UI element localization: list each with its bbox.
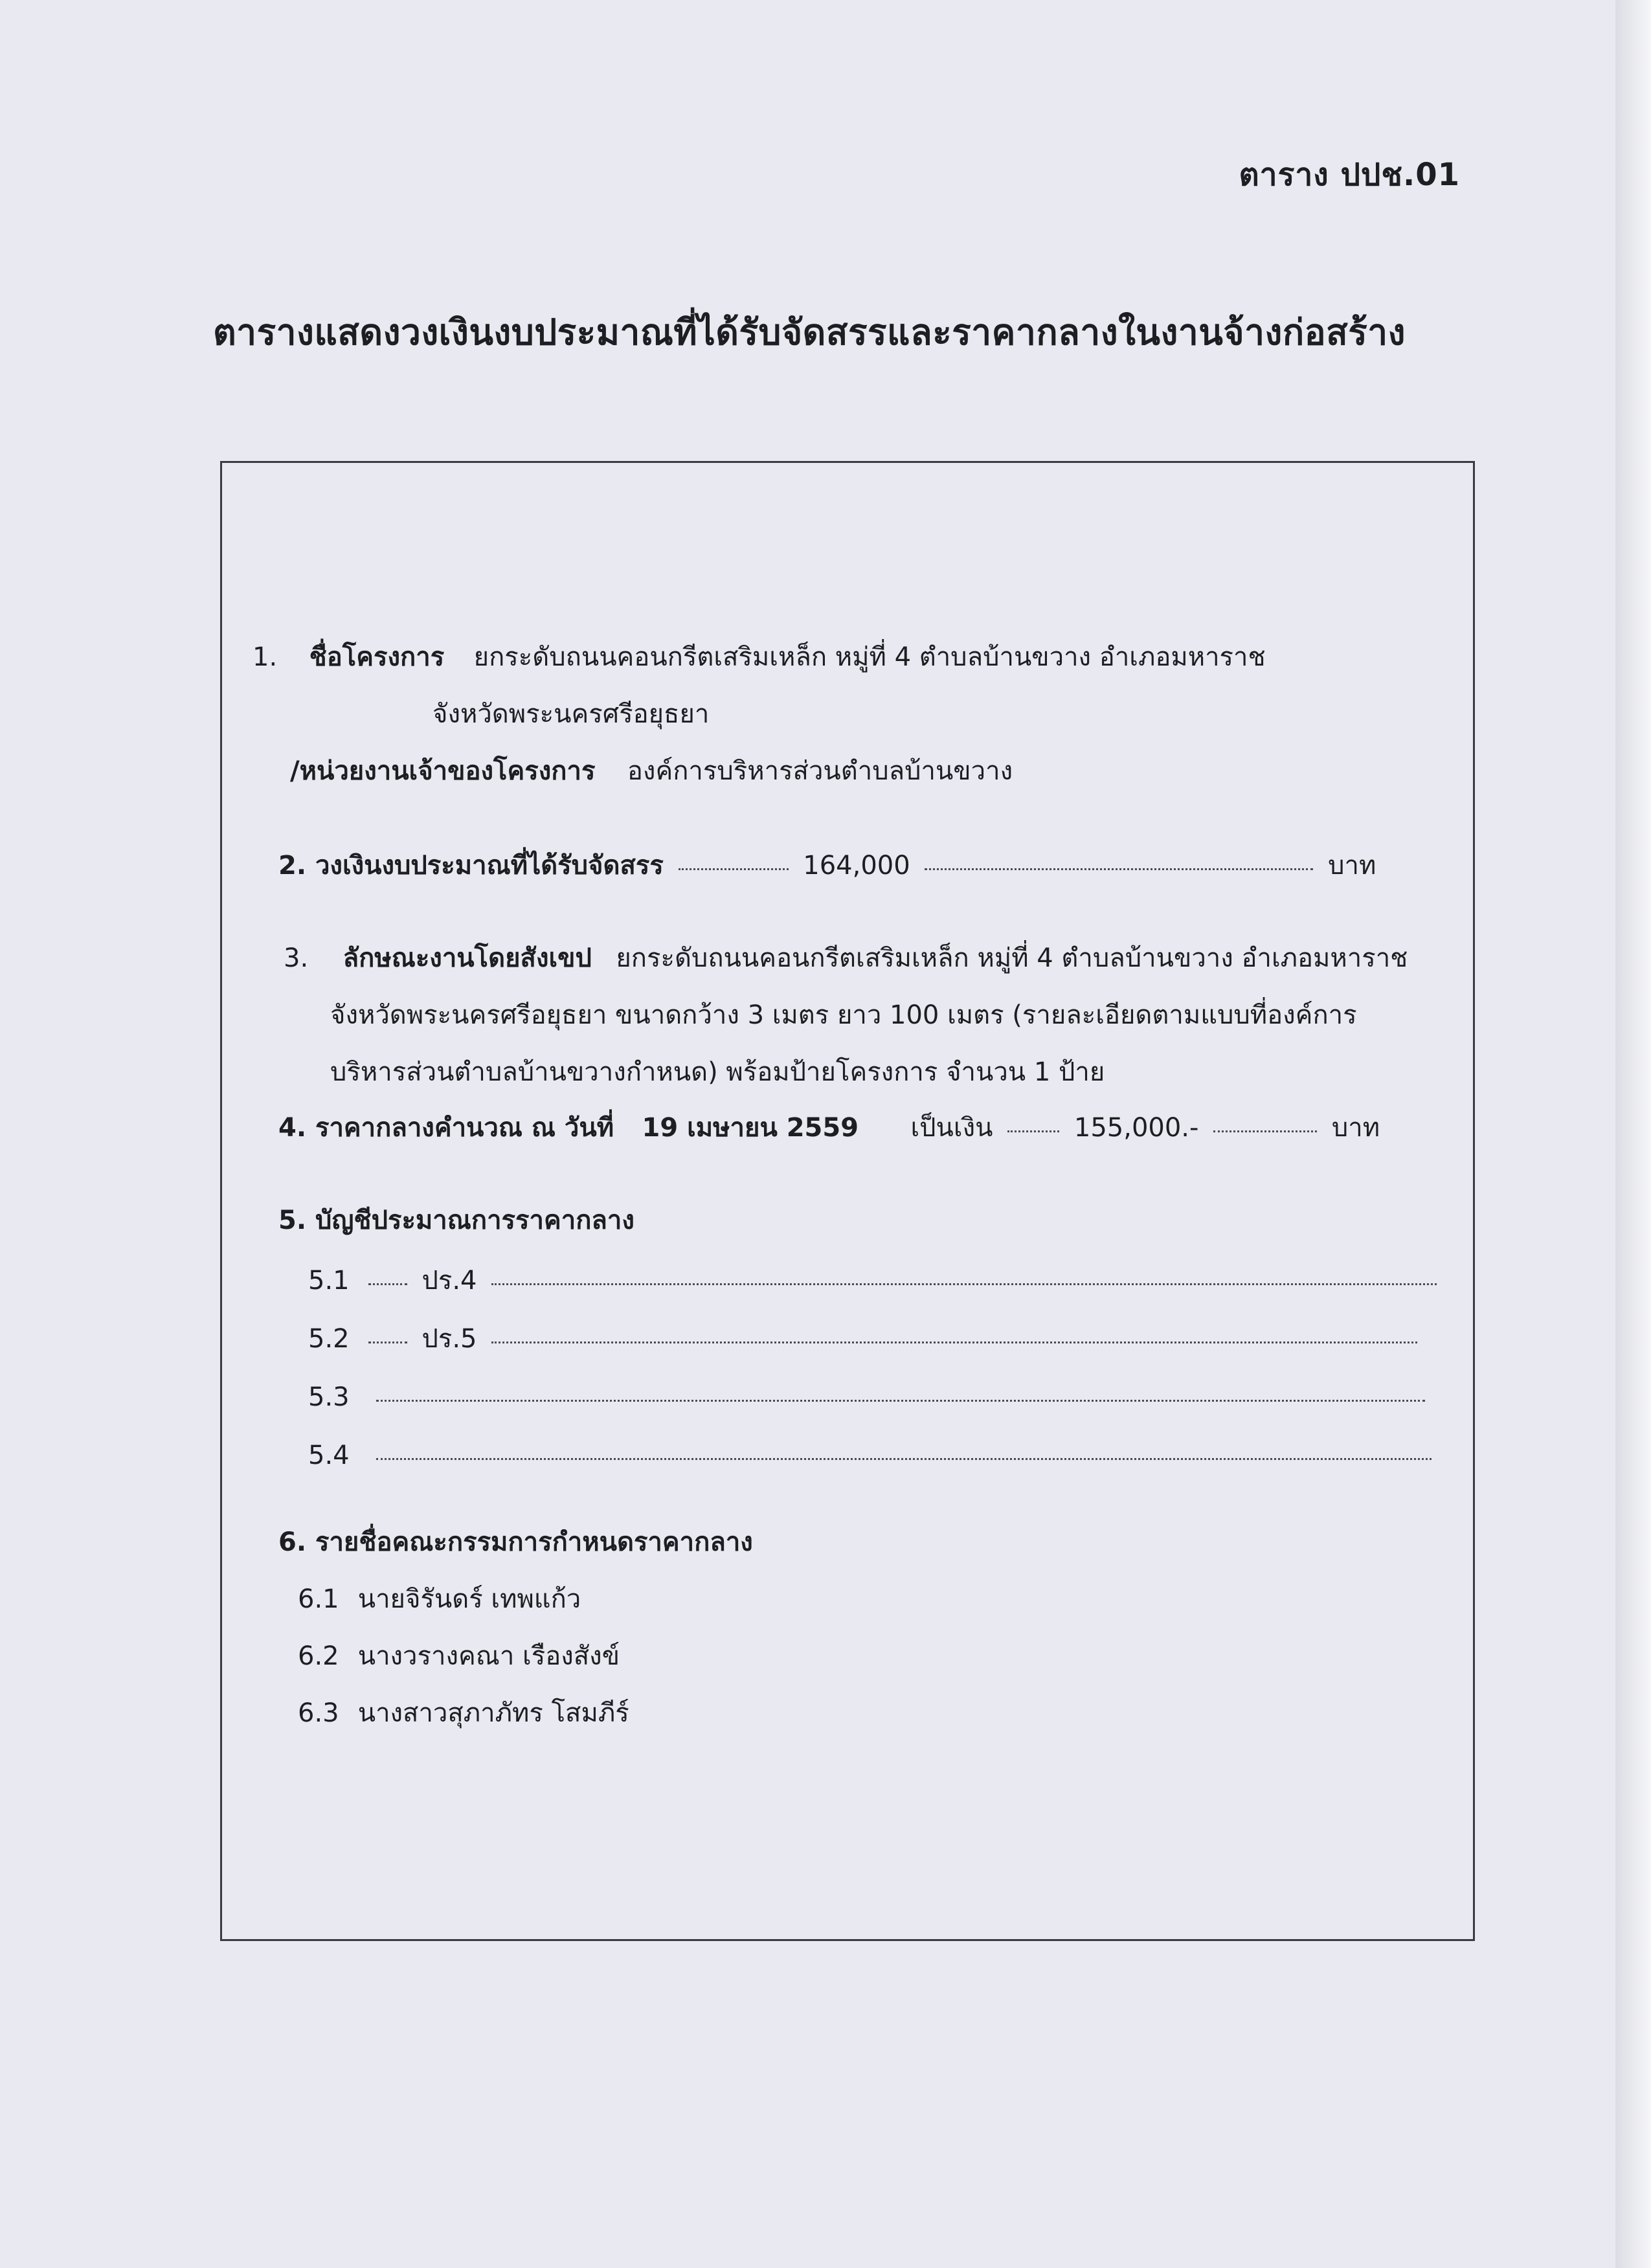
dotted-leader: [491, 1283, 1437, 1285]
median-price-date: 19 เมษายน 2559: [642, 1113, 859, 1143]
work-description-line-2: จังหวัดพระนครศรีอยุธยา ขนาดกว้าง 3 เมตร ยาว 100 เมตร (รายละเอียดตามแบบที่องค์การ: [330, 1000, 1357, 1030]
median-price-label: 4. ราคากลางคำนวณ ณ วันที่: [278, 1113, 614, 1143]
work-description-row: [284, 942, 1408, 974]
project-owner-label: /หน่วยงานเจ้าของโครงการ: [290, 756, 596, 786]
median-price-amount-label: เป็นเงิน: [910, 1113, 993, 1143]
dotted-leader: [368, 1283, 407, 1285]
committee-member-name: นางวรางคณา เรืองสังข์: [357, 1641, 620, 1671]
dotted-leader: [1007, 1130, 1059, 1132]
committee-heading: 6. รายชื่อคณะกรรมการกำหนดราคากลาง: [278, 1527, 753, 1557]
project-name-label: ชื่อโครงการ: [309, 642, 445, 672]
estimate-entry-number: 5.2: [308, 1324, 350, 1354]
committee-member: [298, 1640, 620, 1672]
estimate-entry: [308, 1439, 1438, 1472]
project-owner-row: [290, 755, 1013, 787]
dotted-leader: [368, 1342, 407, 1343]
budget-label: 2. วงเงินงบประมาณที่ได้รับจัดสรร: [278, 851, 664, 881]
committee-member-name: นางสาวสุภาภัทร โสมภีร์: [357, 1698, 629, 1728]
form-code: ตาราง ปปช.01: [1239, 157, 1460, 193]
dotted-leader: [925, 868, 1313, 870]
project-name-value-line-2: จังหวัดพระนครศรีอยุธยา: [432, 699, 710, 729]
estimate-entry-number: 5.3: [308, 1382, 350, 1412]
budget-unit: บาท: [1328, 851, 1376, 881]
committee-member-number: 6.3: [298, 1698, 339, 1728]
estimate-entry-number: 5.4: [308, 1441, 350, 1470]
estimate-entry: [308, 1381, 1432, 1413]
dotted-leader: [491, 1342, 1417, 1343]
median-price-amount: 155,000.-: [1073, 1113, 1199, 1143]
dotted-leader: [376, 1400, 1425, 1402]
work-description-line-1: ยกระดับถนนคอนกรีตเสริมเหล็ก หมู่ที่ 4 ตำบลบ้านขวาง อำเภอมหาราช: [616, 943, 1408, 973]
estimate-entry-value: ปร.5: [421, 1324, 477, 1354]
committee-member-number: 6.1: [298, 1584, 339, 1614]
estimate-entry: [308, 1264, 1443, 1297]
dotted-leader: [679, 868, 789, 870]
page-edge-shadow: [1615, 0, 1651, 2268]
dotted-leader: [1213, 1130, 1317, 1132]
median-price-row: [278, 1112, 1380, 1144]
work-description-line-3: บริหารส่วนตำบลบ้านขวางกำหนด) พร้อมป้ายโครงการ จำนวน 1 ป้าย: [330, 1057, 1105, 1087]
committee-member: [298, 1583, 581, 1615]
committee-member-number: 6.2: [298, 1641, 339, 1671]
budget-row: [278, 849, 1376, 882]
project-owner-value: องค์การบริหารส่วนตำบลบ้านขวาง: [627, 756, 1013, 786]
item-3-number: 3.: [284, 943, 309, 973]
estimate-entry-number: 5.1: [308, 1266, 350, 1296]
work-description-label: ลักษณะงานโดยสังเขป: [343, 943, 592, 973]
project-name-value: ยกระดับถนนคอนกรีตเสริมเหล็ก หมู่ที่ 4 ตำบลบ้านขวาง อำเภอมหาราช: [473, 642, 1266, 672]
estimate-entry-value: ปร.4: [421, 1266, 477, 1296]
committee-member: [298, 1697, 629, 1729]
budget-amount: 164,000: [803, 851, 910, 881]
item-1-number: 1.: [253, 642, 278, 672]
median-price-unit: บาท: [1331, 1113, 1380, 1143]
estimate-entry: [308, 1323, 1424, 1355]
committee-member-name: นายจิรันดร์ เทพแก้ว: [357, 1584, 581, 1614]
document-title: ตารางแสดงวงเงินงบประมาณที่ได้รับจัดสรรและราคากลางในงานจ้างก่อสร้าง: [212, 311, 1406, 353]
estimate-list-heading: 5. บัญชีประมาณการราคากลาง: [278, 1206, 635, 1235]
project-name-row: [253, 641, 1266, 673]
dotted-leader: [376, 1458, 1432, 1460]
